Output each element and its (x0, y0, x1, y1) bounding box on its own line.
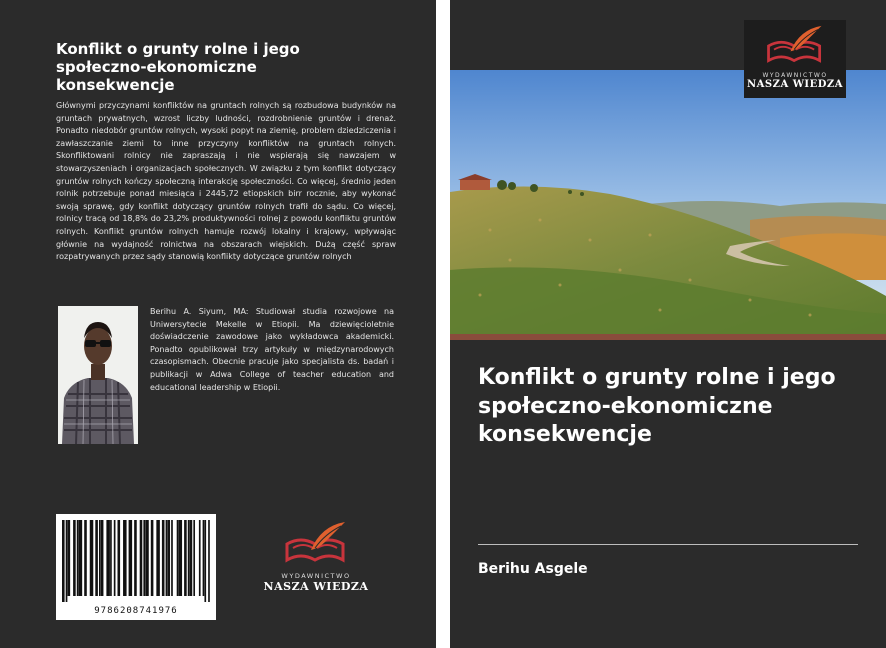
author-photo (58, 306, 138, 444)
book-feather-icon (281, 520, 351, 566)
publisher-label: WYDAWNICTWO (281, 572, 351, 580)
publisher-label: WYDAWNICTWO (762, 72, 828, 79)
front-cover-title: Konflikt o grunty rolne i jego społeczno-ekonomiczne konsekwencje (478, 365, 836, 447)
back-cover-title: Konflikt o grunty rolne i jego społeczno-ekonomiczne konsekwencje (56, 40, 300, 94)
accent-band (450, 334, 886, 340)
publisher-logo-front (744, 20, 846, 98)
back-cover (0, 0, 436, 648)
cover-photo (450, 70, 886, 334)
publisher-name: NASZA WIEDZA (263, 580, 369, 593)
title-divider (478, 544, 858, 545)
author-name: Berihu Asgele (478, 561, 588, 577)
publisher-name: NASZA WIEDZA (747, 79, 843, 90)
front-cover (450, 0, 886, 648)
barcode (56, 514, 216, 620)
isbn-digits: 9786208741976 (94, 606, 178, 616)
barcode-icon (62, 520, 210, 602)
book-feather-icon (763, 24, 827, 66)
author-bio: Berihu A. Siyum, MA: Studiował studia rozwojowe na Uniwersytecie Mekelle w Etiopii. Ma dziewięcioletnie doświadczenie zawodowe jako wykładowca akademicki. Ponadto opublikował trzy artykuły w międzynarodowych czasopismach. Obecnie pracuje jako specjalista ds. badań i publikacji w Adwa College of teacher education and educational leadership w Etiopii. (150, 307, 394, 392)
publisher-logo-back (262, 520, 370, 593)
back-cover-description: Głównymi przyczynami konfliktów na gruntach rolnych są rozbudowa budynków na gruntach prywatnych, wzrost liczby ludności, rozdrobnienie gruntów i drenaż. Ponadto niedobór gruntów rolnych, wysoki popyt na ziemię, problem dziedziczenia i zawłaszczanie ziemi to inne przyczyny konfliktów na gruntach rolnych. Skonfliktowani rolnicy nie zapraszają i nie wspierają się nawzajem w stowarzyszeniach i organizacjach społecznych. W związku z tym konflikt dotyczący gruntów rolnych kończy społeczną interakcję społeczności. Co więcej, średnio jeden rolnik potrzebuje ponad miesiąca i 2445,72 etiopskich birr rocznie, aby wykonać swoją sprawę, gdy konflikt dotyczący gruntów rolnych trafił do sądu. Co więcej, rolnicy tracą od 18,8% do 23,2% produktywności rolnej z powodu konfliktu gruntów rolnych. Konflikt gruntów rolnych hamuje rozwój lokalny i krajowy, wpływając głównie na wydajność rolnictwa na obszarach wiejskich. Dużą część spraw rozpatrywanych przez sądy stanowią konflikty dotyczące gruntów rolnych (56, 101, 396, 262)
